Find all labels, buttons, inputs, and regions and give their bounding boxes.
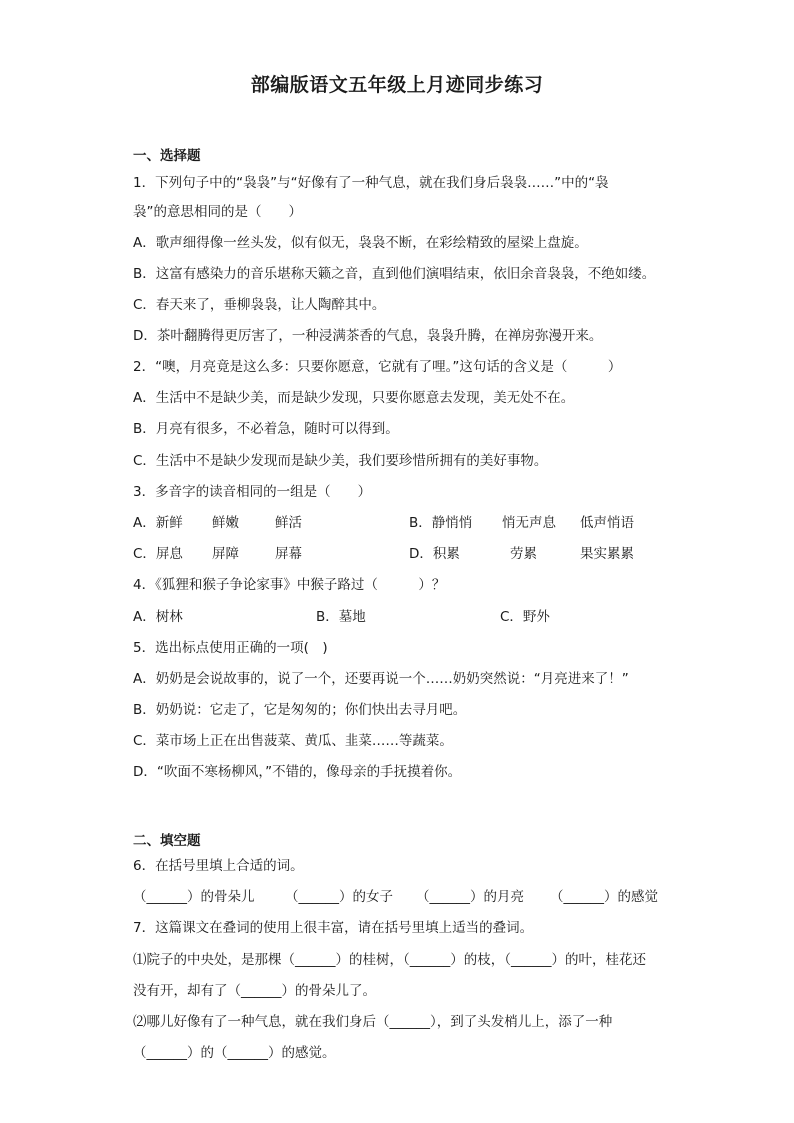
q3-option-c-label: C．屏息 [133, 546, 183, 562]
q2-option-c: C．生活中不是缺少发现而是缺少美，我们要珍惜所拥有的美好事物。 [133, 453, 548, 469]
q1-option-c: C．春天来了，垂柳袅袅，让人陶醉其中。 [133, 297, 386, 313]
q5-option-d: D．“吹面不寒杨柳风，”不错的，像母亲的手抚摸着你。 [133, 764, 462, 780]
q7-part1-line2: 没有开，却有了（______）的骨朵儿了。 [133, 983, 376, 999]
q3-option-d-word2: 劳累 [510, 546, 537, 562]
q3-option-c-word2: 屏障 [212, 546, 239, 562]
q3-option-c-word3: 屏幕 [275, 546, 302, 562]
page-title: 部编版语文五年级上月迹同步练习 [250, 74, 544, 96]
q6-blank-4: （______）的感觉 [550, 889, 658, 905]
q1-option-b: B．这富有感染力的音乐堪称天籁之音，直到他们演唱结束，依旧余音袅袅，不绝如缕。 [133, 266, 656, 282]
q2-option-b: B．月亮有很多，不必着急，随时可以得到。 [133, 421, 399, 437]
q1-option-d: D．茶叶翻腾得更厉害了，一种浸满茶香的气息，袅袅升腾，在禅房弥漫开来。 [133, 328, 603, 344]
q1-stem-line1: 1．下列句子中的“袅袅”与“好像有了一种气息，就在我们身后袅袅……”中的“袅 [133, 175, 609, 191]
q2-stem: 2．“噢，月亮竟是这么多：只要你愿意，它就有了哩。”这句话的含义是（ ） [133, 359, 622, 375]
q7-part2-line1: ⑵哪儿好像有了一种气息，就在我们身后（______），到了头发梢儿上，添了一种 [133, 1014, 613, 1030]
q5-option-c: C．菜市场上正在出售菠菜、黄瓜、韭菜……等蔬菜。 [133, 733, 453, 749]
section-heading-fill: 二、填空题 [133, 833, 201, 849]
q3-stem: 3．多音字的读音相同的一组是（ ） [133, 484, 372, 500]
q3-option-b-word2: 悄无声息 [502, 515, 556, 531]
q6-blank-3: （______）的月亮 [416, 889, 524, 905]
q7-part2-line2: （______）的（______）的感觉。 [133, 1045, 336, 1061]
q3-option-a-word2: 鲜嫩 [212, 515, 239, 531]
q3-option-b-label: B．静悄悄 [409, 515, 473, 531]
q7-part1-line1: ⑴院子的中央处，是那棵（______）的桂树，（______）的枝，（______）的叶，桂花还 [133, 952, 646, 968]
q5-option-a: A．奶奶是会说故事的，说了一个，还要再说一个……奶奶突然说：“月亮进来了！” [133, 671, 629, 687]
q6-blank-2: （______）的女子 [285, 889, 393, 905]
q1-option-a: A．歌声细得像一丝头发，似有似无，袅袅不断，在彩绘精致的屋梁上盘旋。 [133, 235, 588, 251]
q1-stem-line2: 袅”的意思相同的是（ ） [133, 204, 302, 220]
q3-option-d-label: D．积累 [409, 546, 460, 562]
q4-option-b: B．墓地 [316, 609, 366, 625]
q3-option-a-word3: 鲜活 [275, 515, 302, 531]
q6-stem: 6．在括号里填上合适的词。 [133, 858, 304, 874]
q7-stem: 7．这篇课文在叠词的使用上很丰富，请在括号里填上适当的叠词。 [133, 920, 534, 936]
q3-option-d-word3: 果实累累 [580, 546, 634, 562]
section-heading-choice: 一、选择题 [133, 148, 201, 164]
q4-option-a: A．树林 [133, 609, 183, 625]
q2-option-a: A．生活中不是缺少美，而是缺少发现，只要你愿意去发现，美无处不在。 [133, 390, 575, 406]
q3-option-b-word3: 低声悄语 [580, 515, 634, 531]
q6-blank-1: （______）的骨朵儿 [133, 889, 255, 905]
q4-stem: 4．《狐狸和猴子争论家事》中猴子路过（ ）？ [133, 577, 446, 593]
q5-option-b: B．奶奶说：它走了，它是匆匆的；你们快出去寻月吧。 [133, 702, 467, 718]
q3-option-a-label: A．新鲜 [133, 515, 183, 531]
q4-option-c: C．野外 [500, 609, 550, 625]
q5-stem: 5．选出标点使用正确的一项( ) [133, 640, 328, 656]
